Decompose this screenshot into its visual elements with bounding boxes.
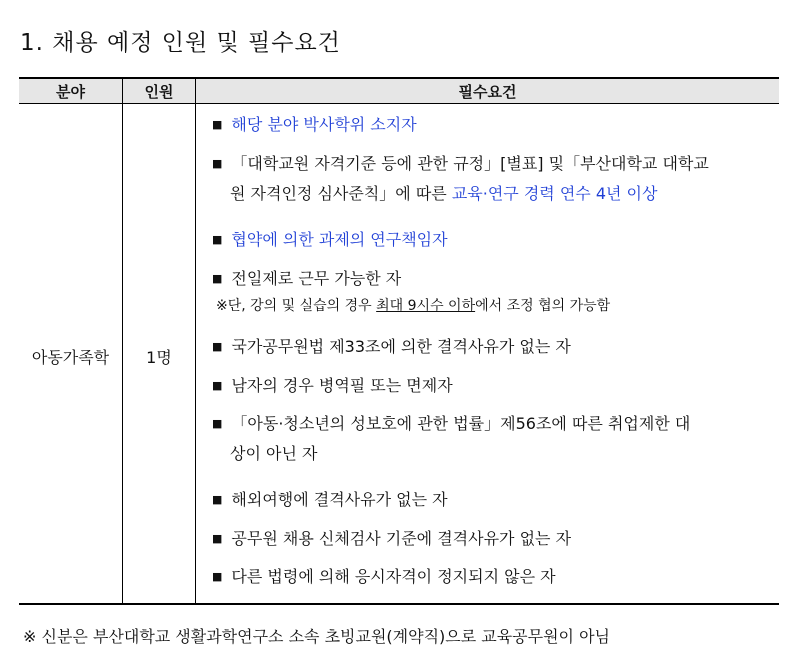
requirements-table: [19, 77, 779, 605]
bullet-icon: ■: [212, 118, 223, 131]
footer-note: ※ 신분은 부산대학교 생활과학연구소 소속 초빙교원(계약직)으로 교육공무원이 아님: [23, 627, 610, 646]
requirement-youth-protection-line2: 상이 아닌 자: [230, 444, 318, 463]
requirement-qualification-line1: ■ 「대학교원 자격기준 등에 관한 규정」[별표] 및「부산대학교 대학교: [212, 154, 709, 173]
requirement-youth-protection: [212, 410, 769, 468]
header-count: 인원: [122, 79, 196, 103]
bullet-icon: ■: [212, 417, 223, 430]
bullet-icon: ■: [212, 233, 223, 246]
requirement-civil-service-law: ■ 국가공무원법 제33조에 의한 결격사유가 없는 자: [212, 337, 571, 356]
requirement-military: ■ 남자의 경우 병역필 또는 면제자: [212, 376, 453, 395]
requirement-qualification: [212, 150, 769, 208]
underlined-hours: 최대 9시수 이하: [376, 298, 476, 314]
table-header: [19, 79, 779, 104]
requirement-project-lead: ■ 협약에 의한 과제의 연구책임자: [212, 230, 448, 249]
table-row: [19, 104, 779, 605]
bullet-icon: ■: [212, 272, 223, 285]
highlight-career: 교육·연구 경력 연수 4년 이상: [451, 184, 658, 203]
bullet-icon: ■: [212, 493, 223, 506]
field-cell: 아동가족학: [31, 348, 110, 367]
count-cell: 1명: [122, 104, 196, 603]
requirements-cell: [196, 104, 779, 603]
bullet-icon: ■: [212, 570, 223, 583]
requirement-youth-protection-line1: ■ 「아동·청소년의 성보호에 관한 법률」제56조에 따른 취업제한 대: [212, 414, 691, 433]
requirement-overseas-travel: ■ 해외여행에 결격사유가 없는 자: [212, 490, 448, 509]
requirement-fulltime: ■ 전일제로 근무 가능한 자: [212, 269, 402, 288]
section-title: 1. 채용 예정 인원 및 필수요건: [20, 30, 341, 56]
bullet-icon: ■: [212, 532, 223, 545]
bullet-icon: ■: [212, 340, 223, 353]
requirement-qualification-line2: 원 자격인정 심사준칙」에 따른 교육·연구 경력 연수 4년 이상: [230, 184, 658, 203]
requirement-doctorate: ■ 해당 분야 박사학위 소지자: [212, 115, 417, 134]
requirement-not-suspended: ■ 다른 법령에 의해 응시자격이 정지되지 않은 자: [212, 567, 556, 586]
bullet-icon: ■: [212, 157, 223, 170]
requirement-note: ※단, 강의 및 실습의 경우 최대 9시수 이하에서 조정 협의 가능함: [216, 298, 611, 314]
header-field: 분야: [56, 82, 85, 101]
requirement-physical-exam: ■ 공무원 채용 신체검사 기준에 결격사유가 없는 자: [212, 529, 572, 548]
bullet-icon: ■: [212, 379, 223, 392]
header-requirements: 필수요건: [458, 82, 517, 101]
